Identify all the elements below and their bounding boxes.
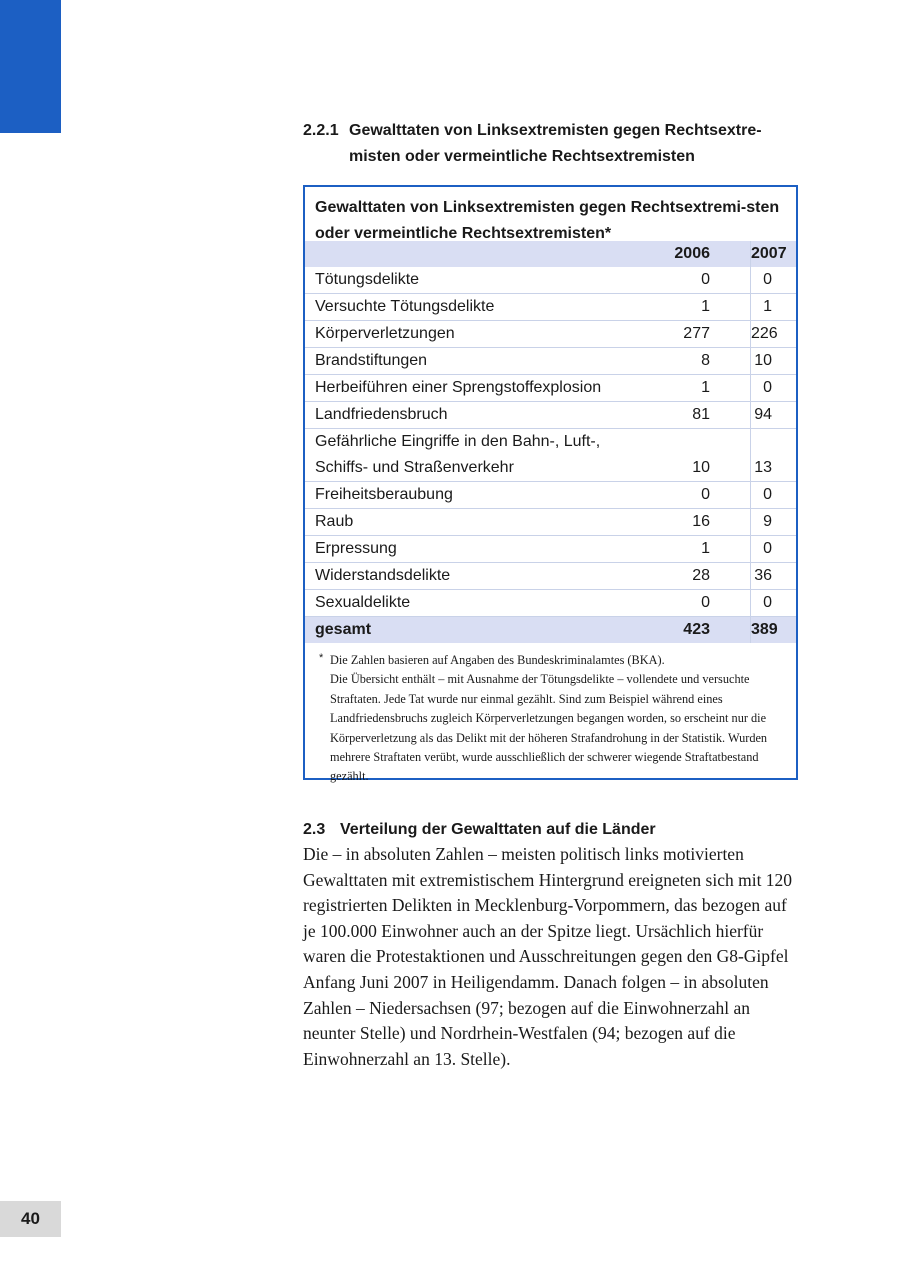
- table-row: [305, 509, 796, 536]
- value-2006: 1: [642, 294, 751, 321]
- section-2-number: 2.3: [303, 821, 326, 838]
- table-total-row: [305, 617, 796, 644]
- value-2007: 0: [751, 590, 797, 617]
- row-label: Tötungsdelikte: [305, 267, 642, 294]
- value-2007: 94: [751, 402, 797, 429]
- value-2007: 0: [751, 375, 797, 402]
- table-row: [305, 321, 796, 348]
- section-number: 2.2.1: [303, 122, 339, 139]
- value-2006: 81: [642, 402, 751, 429]
- section-2-title: Verteilung der Gewalttaten auf die Länder: [340, 821, 656, 838]
- chapter-color-tab: [0, 0, 61, 133]
- table-row: [305, 375, 796, 402]
- footnote-line-2: Die Übersicht enthält – mit Ausnahme der Tötungsdelikte – vollendete und versuchte Straftaten. Jede Tat wurde nur einmal gezählt. Sind zum Beispiel während eines Landfriedensbruchs zugleich Körperverletzungen begangen worden, so erscheint nur die Körperverletzung als das Delikt mit der höheren Strafandrohung in der Statistik. Wurden mehrere Straftaten verübt, wurde ausschließlich der schwerer wiegende Straftatbestand gezählt.: [330, 672, 768, 784]
- value-2006: 0: [642, 267, 751, 294]
- footnote-mark: *: [319, 652, 324, 664]
- row-label: Freiheitsberaubung: [305, 482, 642, 509]
- value-2006: 0: [642, 482, 751, 509]
- value-2006: 1: [642, 536, 751, 563]
- statistics-table-box: [303, 185, 798, 784]
- row-label: Gefährliche Eingriffe in den Bahn-, Luft-, Schiffs- und Straßenverkehr: [305, 429, 642, 482]
- total-label: gesamt: [305, 617, 642, 644]
- row-label: Erpressung: [305, 536, 642, 563]
- table-row: [305, 429, 796, 482]
- table-row: [305, 294, 796, 321]
- value-2007: 0: [751, 536, 797, 563]
- row-label: Sexualdelikte: [305, 590, 642, 617]
- section-2-heading: [303, 817, 656, 843]
- statistics-table: [305, 241, 796, 643]
- row-label: Herbeiführen einer Sprengstoffexplosion: [305, 375, 642, 402]
- value-2007: 1: [751, 294, 797, 321]
- value-2007: 0: [751, 482, 797, 509]
- table-title: Gewalttaten von Linksextremisten gegen Rechtsextremi-sten oder vermeintliche Rechtsextremisten*: [315, 199, 780, 242]
- header-2007: 2007: [751, 241, 797, 267]
- value-2006: 10: [642, 429, 751, 482]
- value-2006: 277: [642, 321, 751, 348]
- table-row: [305, 482, 796, 509]
- value-2007: 0: [751, 267, 797, 294]
- value-2006: 8: [642, 348, 751, 375]
- table-row: [305, 348, 796, 375]
- header-2006: 2006: [642, 241, 751, 267]
- value-2007: 9: [751, 509, 797, 536]
- row-label: Raub: [305, 509, 642, 536]
- value-2006: 0: [642, 590, 751, 617]
- table-row: [305, 563, 796, 590]
- value-2007: 13: [751, 429, 797, 482]
- row-label: Landfriedensbruch: [305, 402, 642, 429]
- row-label: Körperverletzungen: [305, 321, 642, 348]
- table-footnote: [305, 643, 796, 787]
- total-2007: 389: [751, 617, 797, 644]
- value-2007: 226: [751, 321, 797, 348]
- total-2006: 423: [642, 617, 751, 644]
- value-2007: 36: [751, 563, 797, 590]
- value-2006: 16: [642, 509, 751, 536]
- value-2007: 10: [751, 348, 797, 375]
- section-heading: [303, 118, 813, 170]
- row-label: Widerstandsdelikte: [305, 563, 642, 590]
- section-title: Gewalttaten von Linksextremisten gegen Rechtsextre-misten oder vermeintliche Rechtsextremisten: [349, 122, 762, 165]
- value-2006: 1: [642, 375, 751, 402]
- row-label: Versuchte Tötungsdelikte: [305, 294, 642, 321]
- value-2006: 28: [642, 563, 751, 590]
- page-number: 40: [0, 1201, 61, 1237]
- table-row: [305, 267, 796, 294]
- table-row: [305, 402, 796, 429]
- row-label: Brandstiftungen: [305, 348, 642, 375]
- table-row: [305, 536, 796, 563]
- table-row: [305, 590, 796, 617]
- body-paragraph: Die – in absoluten Zahlen – meisten politisch links motivierten Gewalttaten mit extremistischem Hintergrund ereigneten sich mit 120 registrierten Delikten in Mecklenburg-Vorpommern, das bezogen auf je 100.000 Einwohner auch an der Spitze liegt. Ursächlich hierfür waren die Protestaktionen und Ausschreitungen gegen den G8-Gipfel Anfang Juni 2007 in Heiligendamm. Danach folgen – in absoluten Zahlen – Niedersachsen (97; bezogen auf die Einwohnerzahl an neunter Stelle) und Nordrhein-Westfalen (94; bezogen auf die Einwohnerzahl an 13. Stelle).: [303, 844, 793, 1069]
- footnote-line-1: Die Zahlen basieren auf Angaben des Bundeskriminalamtes (BKA).: [330, 653, 665, 667]
